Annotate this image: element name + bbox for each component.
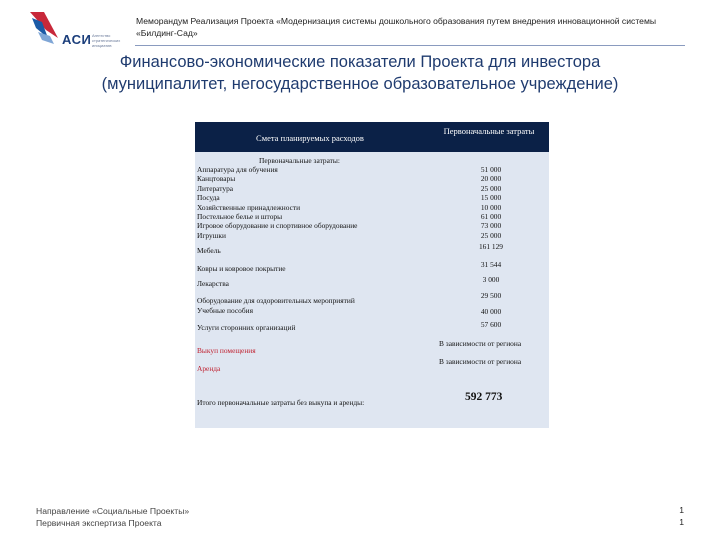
asi-logo-mark-icon [28, 8, 62, 48]
row-value: 15 000 [480, 193, 502, 203]
row-value: 161 129 [478, 242, 504, 251]
memo-header: Меморандум Реализация Проекта «Модернизация системы дошкольного образования путем внедрения инновационной системы «Билдинг-Сад» [136, 16, 657, 38]
row-label: Литература [197, 183, 234, 193]
row-label-rent: Аренда [197, 364, 221, 373]
row-value: 40 000 [480, 307, 502, 316]
section-title: Первоначальные затраты: [259, 156, 340, 165]
row-value: 25 000 [480, 183, 502, 193]
total-label: Итого первоначальные затраты без выкупа и аренды: [197, 398, 365, 407]
row-value: 61 000 [480, 212, 502, 221]
table-header [195, 122, 549, 152]
title-line-1: Финансово-экономические показатели Проекта для инвестора [119, 53, 601, 71]
row-value: 73 000 [480, 221, 502, 231]
row-value: 20 000 [480, 174, 502, 184]
row-label: Аппаратура для обучения [197, 165, 278, 174]
row-value: 3 000 [482, 275, 500, 284]
row-label: Услуги сторонних организаций [197, 323, 296, 332]
header-cost-estimate: Смета планируемых расходов [256, 133, 364, 143]
row-label: Посуда [197, 193, 220, 203]
row-value-rent: В зависимости от региона [439, 357, 522, 366]
logo-caption: Агентство стратегических инициатив [92, 33, 121, 48]
row-label: Игрушки [197, 230, 226, 240]
row-label: Оборудование для оздоровительных мероприятий [197, 296, 355, 305]
footer-expertise: Первичная экспертиза Проекта [36, 518, 162, 528]
header-divider [135, 45, 685, 46]
row-value: 51 000 [480, 165, 502, 174]
row-label: Учебные пособия [197, 306, 253, 315]
page-title [0, 51, 720, 95]
page-number [660, 504, 684, 528]
budget-table [195, 122, 549, 428]
row-label: Игровое оборудование и спортивное оборудование [197, 221, 358, 231]
row-value: 25 000 [480, 230, 502, 240]
row-label: Ковры и ковровое покрытие [197, 264, 286, 273]
row-value: 31 544 [480, 260, 502, 269]
row-label-buyout: Выкуп помещения [197, 346, 256, 355]
row-value: 29 500 [480, 291, 502, 300]
row-label: Канцтовары [197, 174, 236, 184]
page-number-line-1: 1 [679, 505, 684, 515]
footer-direction: Направление «Социальные Проекты» [36, 506, 190, 516]
row-value: 57 600 [480, 320, 502, 329]
row-value: 10 000 [480, 202, 502, 212]
row-label: Постельное белье и шторы [197, 212, 283, 221]
row-label: Мебель [197, 246, 221, 255]
logo-abbreviation: АСИ [62, 32, 92, 47]
row-label: Лекарства [197, 279, 229, 288]
row-value-buyout: В зависимости от региона [439, 339, 522, 348]
total-value: 592 773 [465, 391, 503, 403]
header-initial-costs: Первоначальные затраты [443, 126, 535, 136]
title-line-2: (муниципалитет, негосударственное образовательное учреждение) [101, 75, 619, 93]
footer [36, 505, 189, 529]
row-label: Хозяйственные принадлежности [197, 202, 301, 212]
page-number-line-2: 1 [679, 517, 684, 527]
asi-logo [28, 8, 128, 54]
